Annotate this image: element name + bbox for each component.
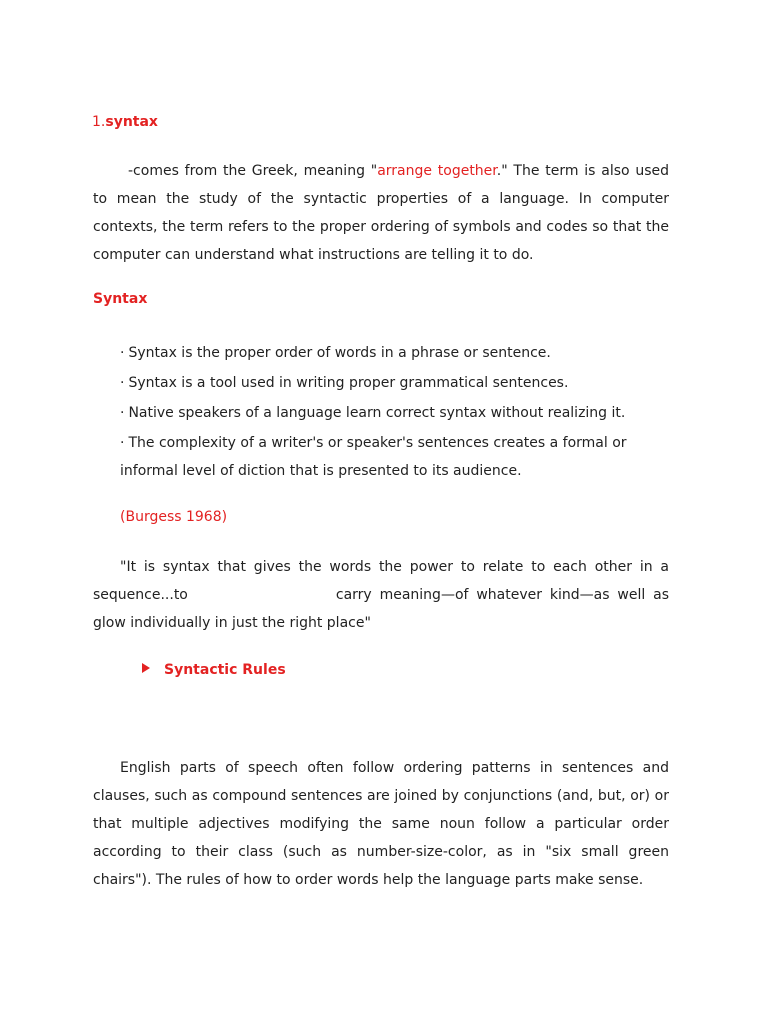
section-number: 1.: [92, 114, 106, 130]
bullet-text: Native speakers of a language learn correct syntax without realizing it.: [128, 405, 626, 421]
quote-paragraph: [93, 553, 669, 637]
bullet-text: The complexity of a writer's or speaker's sentences creates a formal or informal level of diction that is presented to its audience.: [120, 435, 627, 479]
list-item: [120, 338, 670, 368]
section-title: syntax: [105, 114, 158, 130]
bullet-marker: ·: [120, 375, 125, 391]
subheading-text: Syntactic Rules: [164, 662, 286, 678]
bullet-marker: ·: [120, 435, 125, 451]
definition-highlight: arrange together: [377, 163, 497, 179]
list-item: [120, 429, 670, 485]
list-item: [120, 398, 670, 428]
quote-part-2: carry meaning—of whatever kind—as well as glow individually in just the right place": [93, 587, 669, 631]
section-heading: [92, 114, 158, 130]
quote-part-1: "It is syntax that gives the words the power to relate to each other in a sequence...to: [93, 559, 669, 603]
bullet-marker: ·: [120, 405, 125, 421]
syntactic-rules-heading: [142, 662, 286, 678]
definition-rest: ." The term is also used to mean the study of the syntactic properties of a language. In computer contexts, the term refers to the proper ordering of symbols and codes so that the computer can understand what instructions are telling it to do.: [93, 163, 670, 263]
syntax-bullet-list: [120, 338, 670, 485]
list-item: [120, 368, 670, 398]
bullet-marker: ·: [120, 345, 125, 361]
rules-paragraph: English parts of speech often follow ordering patterns in sentences and clauses, such as compound sentences are joined by conjunctions (and, but, or) or that multiple adjectives modifying the same noun follow a particular order according to their class (such as number-size-color, as in "six small green chairs"). The rules of how to order words help the language parts make sense.: [93, 760, 669, 888]
bullet-text: Syntax is the proper order of words in a phrase or sentence.: [128, 345, 551, 361]
definition-lead: -comes from the Greek, meaning ": [128, 163, 378, 179]
arrowhead-bullet-icon: [142, 663, 150, 673]
syntax-heading: Syntax: [93, 291, 148, 307]
citation: (Burgess 1968): [120, 509, 228, 525]
definition-paragraph: [93, 157, 669, 269]
bullet-text: Syntax is a tool used in writing proper grammatical sentences.: [128, 375, 569, 391]
